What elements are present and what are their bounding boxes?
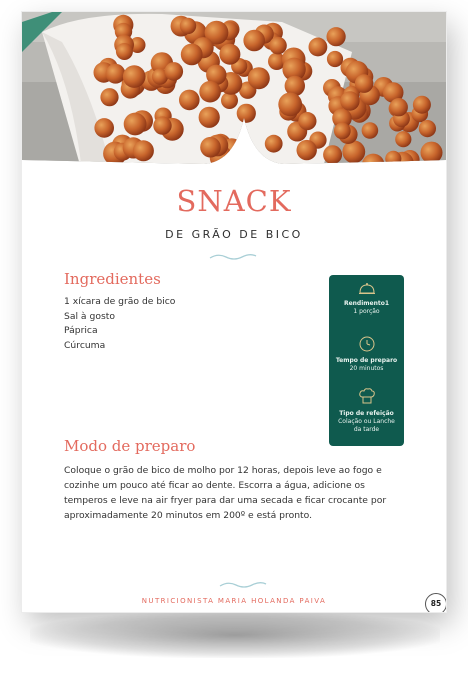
ingredient-item: Páprica (64, 325, 98, 336)
chef-icon (357, 388, 377, 406)
time-label: Tempo de preparo (335, 357, 398, 364)
chickpea (327, 27, 346, 46)
chickpea (243, 30, 265, 52)
chickpea-photo (22, 12, 446, 172)
chickpea (421, 142, 443, 164)
yield-block (329, 281, 404, 316)
recipe-subtitle: DE GRÃO DE BICO (165, 228, 303, 241)
yield-value: 1 porção (353, 308, 380, 315)
chickpea (124, 113, 147, 136)
chickpea (265, 135, 283, 153)
chickpea (362, 122, 379, 139)
chickpea (106, 64, 126, 84)
page-shadow (30, 612, 440, 658)
chickpea (385, 151, 401, 167)
chickpea (327, 51, 343, 67)
chickpea (181, 44, 203, 66)
chickpea (219, 44, 240, 65)
chickpea (269, 37, 287, 55)
recipe-info-card (329, 275, 404, 446)
ingredient-list (64, 295, 175, 353)
chickpea (100, 88, 118, 106)
ingredient-item: Cúrcuma (64, 339, 106, 351)
chickpea (395, 131, 411, 147)
chickpea (165, 62, 184, 81)
chickpea (413, 96, 431, 114)
recipe-title: SNACK (176, 184, 292, 218)
recipe-page (22, 12, 446, 612)
meal-value: da tarde (353, 426, 380, 433)
chickpea (334, 123, 351, 140)
chickpea (153, 116, 171, 134)
chickpea (133, 140, 154, 161)
chickpea (94, 118, 114, 138)
chickpea (199, 107, 220, 128)
yield-label: Rendimento1 (343, 300, 390, 307)
meal-value: Colação ou Lanche (338, 418, 395, 425)
preparation-heading: Modo de preparo (64, 437, 196, 455)
chickpea (199, 81, 221, 103)
chickpea (355, 74, 374, 93)
ingredient-item: Sal à gosto (64, 310, 115, 322)
chickpea (237, 104, 256, 123)
decorative-swirl-top (208, 252, 258, 262)
chickpea (309, 38, 328, 57)
meal-block (329, 388, 404, 434)
chickpea (297, 140, 317, 160)
time-value: 20 minutos (349, 365, 384, 372)
ingredients-heading: Ingredientes (64, 270, 161, 288)
chickpea (298, 112, 316, 130)
chickpea (200, 137, 221, 158)
time-block (329, 335, 404, 373)
clock-icon (358, 335, 376, 353)
chickpea (180, 18, 196, 34)
chickpea (179, 90, 200, 111)
ingredient-item: 1 xícara de grão de bico (64, 296, 176, 307)
preparation-text: Coloque o grão de bico de molho por 12 horas, depois leve ao fogo e cozinhe um pouco até ficar ao dente. Escorra a água, adicione os temperos e leve na air fryer para dar uma secada e ficar crocante por aproximadamente 20 minutos em 200º e está pronto. (64, 465, 387, 521)
page-number: 85 (425, 593, 446, 612)
chickpea (248, 67, 270, 89)
footer-author: NUTRICIONISTA MARIA HOLANDA PAIVA (141, 597, 327, 605)
chickpea (278, 93, 302, 117)
food-cloche-icon (358, 282, 376, 296)
chickpea (340, 91, 359, 110)
chickpea (116, 43, 133, 60)
chickpea (342, 140, 365, 163)
chickpea (323, 145, 342, 164)
meal-label: Tipo de refeição (339, 410, 394, 417)
decorative-swirl-bottom (218, 580, 268, 590)
chickpea (123, 65, 146, 88)
chickpea (419, 120, 436, 137)
chickpea (390, 98, 408, 116)
